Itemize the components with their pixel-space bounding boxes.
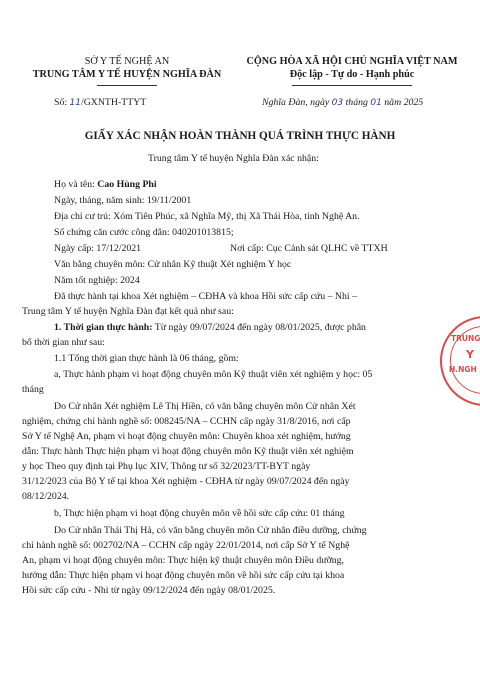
detail-1-line4: dẫn: Thực hành Thực hiện phạm vi hoạt động chuyên môn Kỹ thuật viên xét nghiệm	[22, 446, 354, 457]
official-stamp	[440, 316, 480, 406]
person-degree: Văn bằng chuyên môn: Cử nhân Kỹ thuật Xét nghiệm Y học	[54, 259, 292, 270]
person-issue-date: Ngày cấp: 17/12/2021	[54, 243, 142, 254]
org-underline	[97, 85, 157, 86]
country-name: CỘNG HÒA XÃ HỘI CHỦ NGHĨA VIỆT NAM	[246, 56, 458, 67]
detail-1-line6: 31/12/2023 của Bộ Y tế tại khoa Xét nghiệm - CĐHA từ ngày 09/07/2024 đến ngày	[22, 476, 350, 487]
body-p1-line1: Đã thực hành tại khoa Xét nghiệm – CĐHA và khoa Hồi sức cấp cứu – Nhi –	[54, 291, 357, 302]
detail-1-line3: Sở Y tế Nghệ An, phạm vi hoạt động chuyên môn: Chuyên khoa xét nghiệm, hướng	[22, 431, 351, 442]
section-1-line1: 1. Thời gian thực hành: Từ ngày 09/07/2024 đến ngày 08/01/2025, được phân	[54, 322, 366, 333]
detail-1-line1: Do Cử nhân Xét nghiệm Lê Thị Hiền, có văn bằng chuyên môn Cử nhân Xét	[54, 401, 356, 412]
detail-2-line2: chỉ hành nghề số: 002702/NA – CCHN cấp ngày 22/01/2014, nơi cấp Sở Y tế Nghệ	[22, 540, 350, 551]
date-month: 01	[370, 98, 382, 108]
body-p1-line2: Trung tâm Y tế huyện Nghĩa Đàn đạt kết quả như sau:	[22, 306, 234, 317]
detail-1-line7: 08/12/2024.	[22, 491, 70, 502]
person-id-number: Số chứng căn cước công dân: 040201013815;	[54, 227, 234, 238]
section-1-line2: bổ thời gian như sau:	[22, 337, 105, 348]
org-name: TRUNG TÂM Y TẾ HUYỆN NGHĨA ĐÀN	[32, 69, 222, 80]
detail-2-line5: Hồi sức cấp cứu - Nhi từ ngày 09/12/2024 đến ngày 08/01/2025.	[22, 585, 276, 596]
org-parent: SỞ Y TẾ NGHỆ AN	[84, 56, 170, 67]
detail-1-line2: nghiệm, chứng chỉ hành nghề số: 008245/NA – CCHN cấp ngày 31/8/2016, nơi cấp	[22, 416, 351, 427]
item-b-line: b, Thực hiện phạm vi hoạt động chuyên môn về hồi sức cấp cứu: 01 tháng	[54, 508, 345, 519]
document-number: Số: 11/GXNTH-TTYT	[54, 97, 147, 108]
document-number-value: 11	[69, 98, 81, 108]
document-title: GIẤY XÁC NHẬN HOÀN THÀNH QUÁ TRÌNH THỰC HÀNH	[84, 130, 396, 142]
detail-2-line1: Do Cử nhân Thái Thị Hà, có văn bằng chuyên môn Cử nhân điều dưỡng, chứng	[54, 525, 367, 536]
item-a-line2: tháng	[22, 384, 44, 395]
person-grad-year: Năm tốt nghiệp: 2024	[54, 275, 140, 286]
person-address: Địa chỉ cư trú: Xóm Tiên Phúc, xã Nghĩa Mỹ, thị Xã Thái Hòa, tỉnh Nghệ An.	[54, 211, 360, 222]
document-date: Nghĩa Đàn, ngày 03 tháng 01 năm 2025	[262, 97, 424, 108]
section-1-label: 1. Thời gian thực hành:	[54, 322, 153, 333]
person-dob: Ngày, tháng, năm sinh: 19/11/2001	[54, 195, 192, 206]
stamp-top-text: TRUNG	[451, 334, 480, 343]
detail-2-line4: hướng dẫn: Thực hiện phạm vi hoạt động chuyên môn về hồi sức cấp cứu tại khoa	[22, 570, 345, 581]
intro-text: Trung tâm Y tế huyện Nghĩa Đàn xác nhận:	[148, 153, 319, 164]
date-day: 03	[331, 98, 344, 108]
motto-underline	[292, 85, 412, 86]
stamp-mid-text: Y	[466, 348, 474, 361]
detail-2-line3: An, phạm vi hoạt động chuyên môn: Thực hiện kỹ thuật chuyên môn Điều dưỡng,	[22, 555, 344, 566]
person-name-value: Cao Hùng Phi	[97, 179, 157, 190]
item-a-line1: a, Thực hành phạm vi hoạt động chuyên môn Kỹ thuật viên xét nghiệm y học: 05	[54, 369, 373, 380]
stamp-bottom-text: H.NGH	[449, 365, 477, 374]
section-1-1: 1.1 Tổng thời gian thực hành là 06 tháng, gồm:	[54, 353, 239, 364]
motto: Độc lập - Tự do - Hạnh phúc	[289, 69, 415, 80]
person-name: Họ và tên: Cao Hùng Phi	[54, 179, 157, 190]
person-issue-place: Nơi cấp: Cục Cảnh sát QLHC về TTXH	[230, 243, 388, 254]
detail-1-line5: y học Theo quy định tại Phụ lục XIV, Thông tư số 32/2023/TT-BYT ngày	[22, 461, 311, 472]
